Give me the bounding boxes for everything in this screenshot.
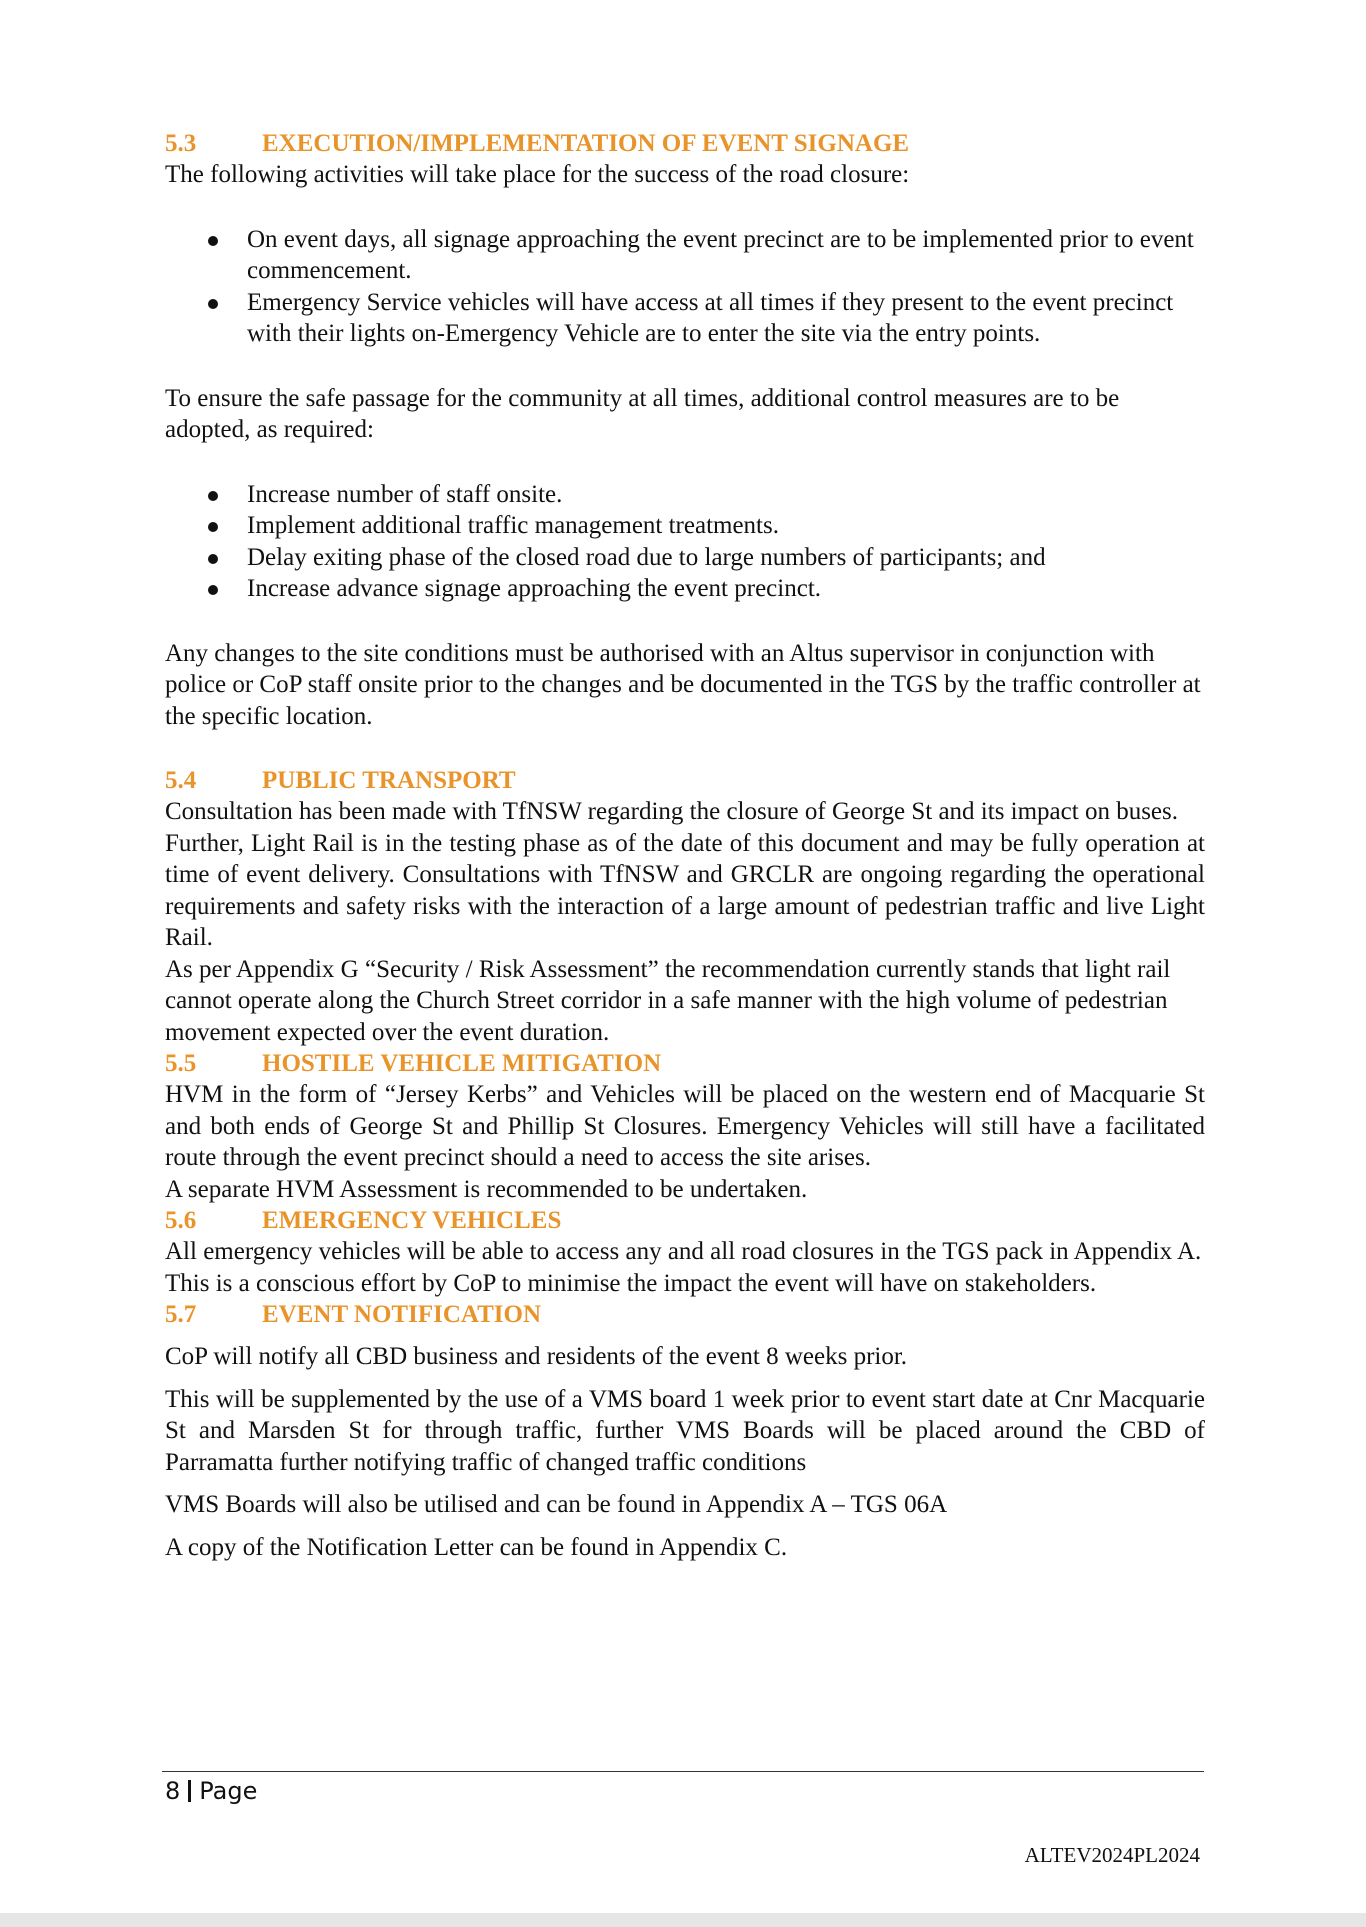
paragraph: A copy of the Notification Letter can be found in Appendix C.: [165, 1533, 788, 1561]
list-item: Delay exiting phase of the closed road due to large numbers of participants; and: [165, 542, 1205, 574]
page-number: 8: [165, 1777, 181, 1805]
bullet-icon: [208, 554, 218, 564]
paragraph: This will be supplemented by the use of a VMS board 1 week prior to event start date at Cnr Macquarie St and Marsden St for through traffic, further VMS Boards will be placed around the CBD of Parramatta further notifying traffic of changed traffic conditions: [165, 1385, 1205, 1476]
section-intro: The following activities will take place for the success of the road closure:: [165, 161, 910, 188]
bullet-icon: [208, 236, 218, 246]
section-title: EVENT NOTIFICATION: [262, 1301, 541, 1328]
measures-intro: To ensure the safe passage for the community at all times, additional control measures are to be adopted, as required:: [165, 384, 1120, 443]
section-heading-5-4: [165, 765, 1205, 796]
paragraph: As per Appendix G “Security / Risk Assessment” the recommendation currently stands that light rail cannot operate along the Church Street corridor in a safe manner with the high volume of pedestrian movement expected over the event duration.: [165, 955, 1171, 1046]
list-item: Emergency Service vehicles will have access at all times if they present to the event precinct with their lights on-Emergency Vehicle are to enter the site via the entry points.: [165, 287, 1205, 350]
bullet-icon: [208, 522, 218, 532]
separator-bar: [188, 1780, 191, 1802]
section-title: HOSTILE VEHICLE MITIGATION: [262, 1050, 662, 1077]
paragraph: VMS Boards will also be utilised and can be found in Appendix A – TGS 06A: [165, 1491, 948, 1518]
footer-divider: [162, 1771, 1204, 1772]
section-heading-5-6: [165, 1205, 1205, 1236]
section-number: 5.4: [165, 767, 197, 794]
section-heading-5-7: [165, 1299, 1205, 1330]
bottom-edge-band: [0, 1913, 1366, 1927]
paragraph: A separate HVM Assessment is recommended to be undertaken.: [165, 1175, 808, 1203]
page-footer: [165, 1777, 257, 1805]
section-number: 5.3: [165, 130, 197, 157]
section-heading-5-3: [165, 128, 1205, 159]
list-item: Increase advance signage approaching the event precinct.: [165, 573, 1205, 605]
list-item: On event days, all signage approaching the event precinct are to be implemented prior to event commencement.: [165, 224, 1205, 287]
section-title: EMERGENCY VEHICLES: [262, 1207, 562, 1234]
control-measures-list: [165, 479, 1205, 605]
section-number: 5.5: [165, 1050, 197, 1077]
paragraph: All emergency vehicles will be able to access any and all road closures in the TGS pack in Appendix A. This is a conscious effort by CoP to minimise the impact the event will have on stakeholders.: [165, 1238, 1202, 1297]
section-heading-5-5: [165, 1048, 1205, 1079]
paragraph: HVM in the form of “Jersey Kerbs” and Vehicles will be placed on the western end of Macquarie St and both ends of George St and Phillip St Closures. Emergency Vehicles will still have a facilitated route through the event precinct should a need to access the site arises.: [165, 1081, 1205, 1171]
site-changes-paragraph: Any changes to the site conditions must be authorised with an Altus supervisor in conjunction with police or CoP staff onsite prior to the changes and be documented in the TGS by the traffic controller at the specific location.: [165, 639, 1201, 730]
section-title: PUBLIC TRANSPORT: [262, 767, 516, 794]
bullet-icon: [208, 299, 218, 309]
list-item: Implement additional traffic management treatments.: [165, 510, 1205, 542]
bullet-icon: [208, 585, 218, 595]
paragraph: CoP will notify all CBD business and residents of the event 8 weeks prior.: [165, 1343, 908, 1370]
section-title: EXECUTION/IMPLEMENTATION OF EVENT SIGNAGE: [262, 130, 910, 157]
section-number: 5.6: [165, 1207, 197, 1234]
paragraph: Further, Light Rail is in the testing phase as of the date of this document and may be fully operation at time of event delivery. Consultations with TfNSW and GRCLR are ongoing regarding the operational requirements and safety risks with the interaction of a large amount of pedestrian traffic and live Light Rail.: [165, 829, 1205, 951]
section-number: 5.7: [165, 1301, 197, 1328]
paragraph: Consultation has been made with TfNSW regarding the closure of George St and its impact on buses.: [165, 798, 1179, 825]
document-page: [165, 128, 1205, 1563]
signage-activity-list: [165, 224, 1205, 350]
list-item: Increase number of staff onsite.: [165, 479, 1205, 511]
bullet-icon: [208, 491, 218, 501]
document-code: ALTEV2024PL2024: [1024, 1843, 1200, 1867]
page-label: Page: [199, 1777, 258, 1805]
